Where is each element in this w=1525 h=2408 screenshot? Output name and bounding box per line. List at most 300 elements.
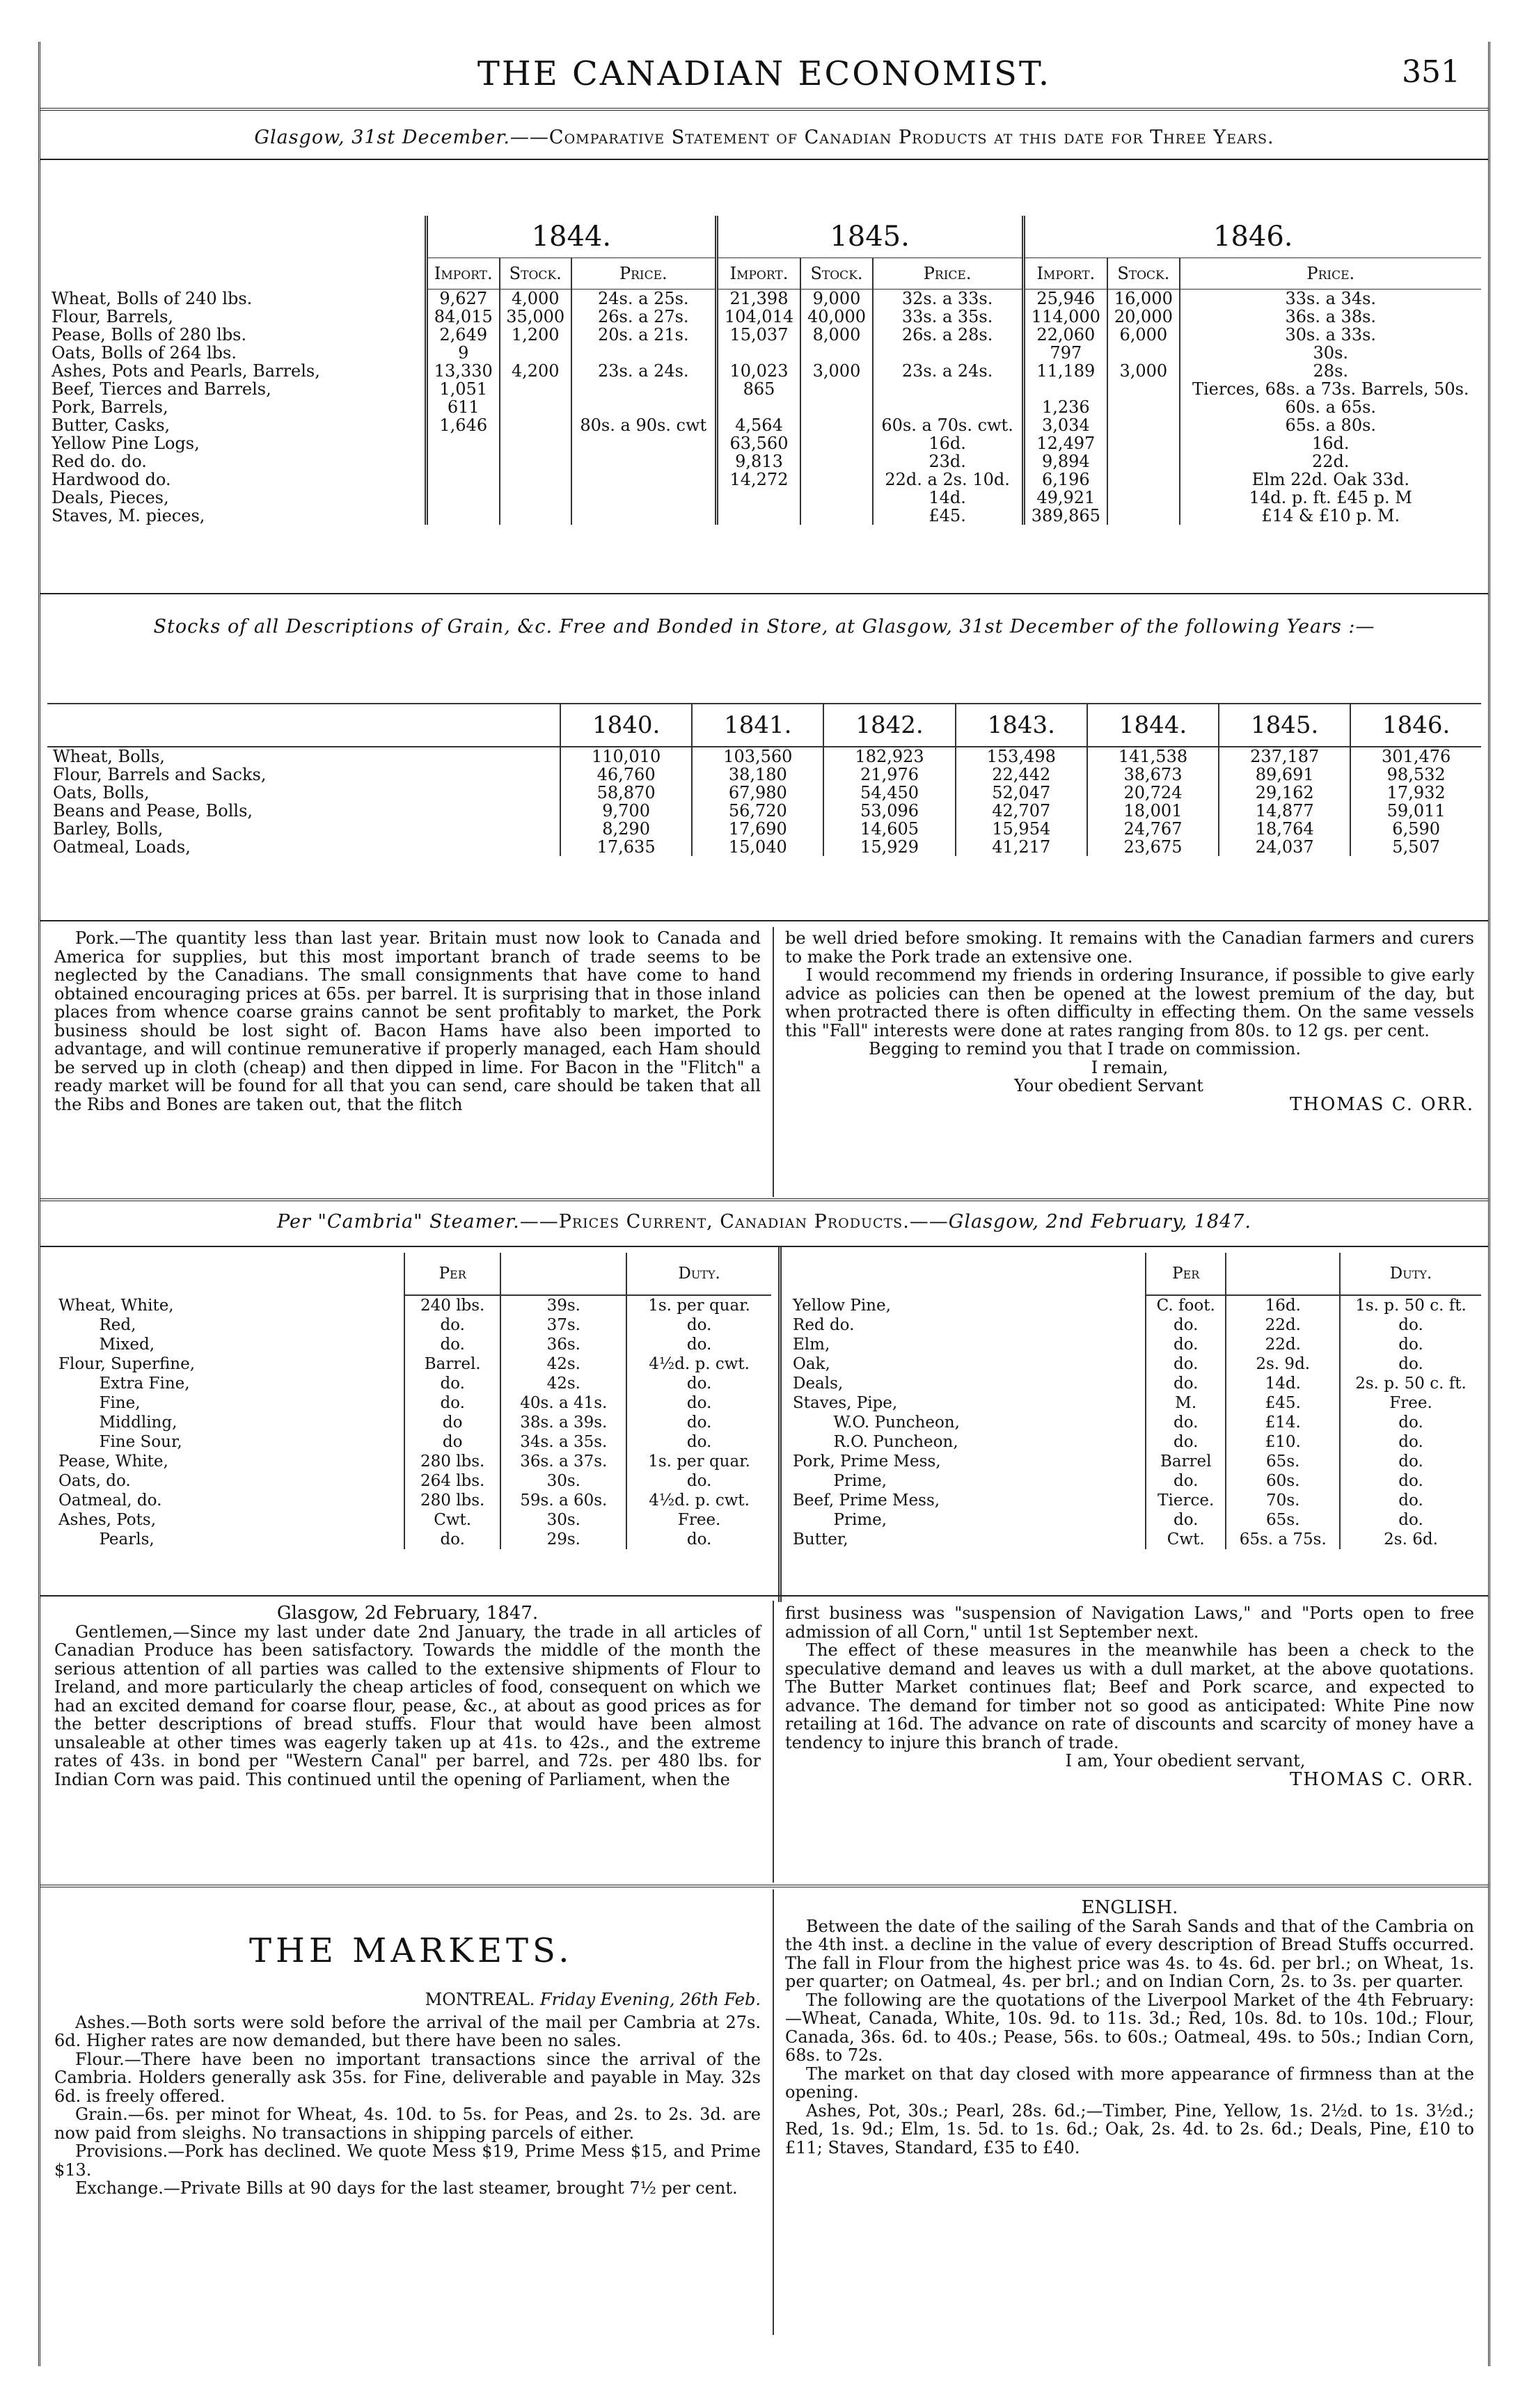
table-row (54, 1295, 771, 1315)
product-label: Prime, (793, 1511, 887, 1529)
table-cell: M. (1146, 1393, 1226, 1413)
table-cell: 41,217 (956, 838, 1087, 856)
table-cell: 10,023 (716, 362, 800, 380)
table-cell: 3,034 (1023, 416, 1107, 434)
table-row (54, 1471, 771, 1491)
table-cell: Barrel. (404, 1354, 500, 1374)
table-cell (500, 452, 571, 470)
table-cell: do. (1340, 1432, 1481, 1452)
table-cell: 1,646 (427, 416, 500, 434)
montreal-dateline (54, 1990, 761, 2009)
table-cell: do. (404, 1374, 500, 1393)
table-cell: 40,000 (800, 308, 872, 326)
table-cell: 1,200 (500, 326, 571, 344)
table-row (54, 1354, 771, 1374)
table-cell: £10. (1226, 1432, 1340, 1452)
table-cell: 38,180 (692, 766, 823, 784)
table-cell: 36s. (500, 1335, 626, 1354)
table-cell: 23s. a 24s. (571, 362, 716, 380)
table-cell: 15,037 (716, 326, 800, 344)
table-cell (427, 489, 500, 507)
provisions-paragraph: Provisions.—Pork has declined. We quote Mess $19, Prime Mess $15, and Prime $13. (54, 2141, 761, 2180)
table-cell: 15,040 (692, 838, 823, 856)
table-cell: 26s. a 28s. (873, 326, 1023, 344)
table-cell: 56,720 (692, 802, 823, 820)
grain-stocks-table (47, 703, 1481, 856)
table-cell: 5,507 (1350, 838, 1481, 856)
table-cell: 12,497 (1023, 434, 1107, 452)
table-cell: 22,442 (956, 766, 1087, 784)
pork-paragraph: Pork.—The quantity less than last year. Britain must now look to Canada and America for supplies, but this most important branch of trade seems to be neglected by the Canadians. The small consignments that have come to hand obtained encouraging prices at 65s. per barrel. It is surprising that in those inland places from whence coarse grains cannot be sent profitably to market, the Pork business should be lost sight of. Bacon Hams have also been imported to advantage, and will continue remunerative if properly managed, each Ham should be served up in cloth (cheap) and then dipped in lime. For Bacon in the "Flitch" a ready market will be found for all that you can send, care should be taken that all the Ribs and Bones are taken out, that the flitch (54, 928, 761, 1114)
table-cell: 29s. (500, 1530, 626, 1549)
caption-steamer: Per "Cambria" Steamer. (277, 1211, 520, 1233)
table-cell: Free. (626, 1510, 771, 1530)
table-cell: 3,000 (1107, 362, 1179, 380)
table-cell (500, 416, 571, 434)
column-header: Price. (571, 258, 716, 290)
exchange-paragraph: Exchange.—Private Bills at 90 days for the last steamer, brought 7½ per cent. (75, 2178, 738, 2198)
product-label: Oats, Bolls of 264 lbs. (52, 343, 237, 363)
table-row (47, 489, 1481, 507)
grain-paragraph: Grain.—6s. per minot for Wheat, 4s. 10d. to 5s. for Peas, and 2s. to 2s. 3d. are now paid from sleighs. No transactions in shipping parcels of either. (54, 2105, 761, 2143)
table-row (47, 802, 1481, 820)
table-row (789, 1393, 1481, 1413)
table-cell: do. (1146, 1315, 1226, 1335)
table-cell: 16d. (1226, 1295, 1340, 1315)
ashes-paragraph: Ashes.—Both sorts were sold before the arrival of the mail per Cambria at 27s. 6d. Higher rates are now demanded, but there have been no sales. (54, 2012, 761, 2050)
table-cell: 15,929 (823, 838, 955, 856)
table-cell: 2s. 9d. (1226, 1354, 1340, 1374)
year-header: 1846. (1023, 216, 1481, 258)
table-cell: 24,767 (1087, 820, 1219, 838)
table-cell: 9,700 (560, 802, 692, 820)
table-cell (1107, 398, 1179, 416)
table-cell: 2,649 (427, 326, 500, 344)
pork-continuation: be well dried before smoking. It remains with the Canadian farmers and curers to make the Pork trade an extensive one. (785, 928, 1474, 967)
table-cell: 24s. a 25s. (571, 290, 716, 308)
column-header: Stock. (1107, 258, 1179, 290)
table-row (789, 1315, 1481, 1335)
table-row (789, 1530, 1481, 1549)
table-cell (571, 470, 716, 489)
table-cell: £45. (1226, 1393, 1340, 1413)
table-cell: 9,894 (1023, 452, 1107, 470)
table-cell (571, 489, 716, 507)
grain-label: Oats, Bolls, (53, 783, 150, 802)
firmness-paragraph: The market on that day closed with more appearance of firmness than at the opening. (785, 2064, 1474, 2102)
pork-column-left (54, 929, 761, 1114)
product-label: Extra Fine, (58, 1375, 190, 1393)
liverpool-paragraph: The following are the quotations of the Liverpool Market of the 4th February:—Wheat, Canada, White, 10s. 9d. to 11s. 3d.; Red, 10s. 8d. to 10s. 10d.; Flour, Canada, 36s. 6d. to 40s.; Pease, 56s. to 60s.; Oatmeal, 49s. to 50s.; Indian Corn, 68s. to 72s. (785, 1990, 1474, 2065)
table-cell: 22d. (1226, 1315, 1340, 1335)
table-row (54, 1315, 771, 1335)
table-row (54, 1393, 771, 1413)
product-label: Fine, (58, 1394, 141, 1412)
year-header: 1841. (692, 704, 823, 747)
table-cell: 18,001 (1087, 802, 1219, 820)
table-cell (500, 489, 571, 507)
table-row (54, 1335, 771, 1354)
table-cell: 30s. (500, 1510, 626, 1530)
table-cell (800, 344, 872, 362)
table-row (47, 326, 1481, 344)
table-cell (500, 380, 571, 398)
closing: I am, Your obedient servant, (1065, 1751, 1306, 1771)
table-row (54, 1452, 771, 1471)
table-cell: 4,564 (716, 416, 800, 434)
product-label: Oats, do. (58, 1472, 131, 1490)
table-row (54, 1432, 771, 1452)
table-cell: 280 lbs. (404, 1452, 500, 1471)
table-cell: 22d. (1226, 1335, 1340, 1354)
product-label: Yellow Pine Logs, (52, 434, 200, 453)
table-cell: 14,877 (1219, 802, 1350, 820)
table-cell: Cwt. (404, 1510, 500, 1530)
table-cell: 37s. (500, 1315, 626, 1335)
table-cell: 4½d. p. cwt. (626, 1491, 771, 1510)
table-cell (1107, 344, 1179, 362)
product-label: Pearls, (58, 1530, 155, 1548)
grain-label: Wheat, Bolls, (53, 747, 165, 766)
table-cell: 797 (1023, 344, 1107, 362)
table-cell: 9,000 (800, 290, 872, 308)
table-cell: do. (626, 1432, 771, 1452)
product-label: Oak, (793, 1355, 830, 1373)
table-cell: 301,476 (1350, 747, 1481, 766)
table-row (789, 1354, 1481, 1374)
table-cell: 60s. (1226, 1471, 1340, 1491)
table-cell: 9,627 (427, 290, 500, 308)
table-cell (716, 489, 800, 507)
table-cell (873, 380, 1023, 398)
table-cell (571, 380, 716, 398)
table-cell: 15,954 (956, 820, 1087, 838)
table-cell: do. (626, 1335, 771, 1354)
table-cell: do. (1146, 1354, 1226, 1374)
table-cell: do. (1146, 1510, 1226, 1530)
table-row (54, 1510, 771, 1530)
table-cell: do. (1340, 1335, 1481, 1354)
table-cell: 1s. per quar. (626, 1295, 771, 1315)
table-cell: 17,932 (1350, 784, 1481, 802)
year-header: 1840. (560, 704, 692, 747)
table-cell: 280 lbs. (404, 1491, 500, 1510)
table-cell: 6,590 (1350, 820, 1481, 838)
table-row (54, 1530, 771, 1549)
table-cell: 22,060 (1023, 326, 1107, 344)
table-cell: 240 lbs. (404, 1295, 500, 1315)
table-cell (427, 470, 500, 489)
per-header: Per (404, 1253, 500, 1295)
product-label: Yellow Pine, (793, 1296, 891, 1315)
table-cell (500, 398, 571, 416)
table-cell: 8,000 (800, 326, 872, 344)
english-paragraph: Between the date of the sailing of the Sarah Sands and that of the Cambria on the 4th inst. a decline in the value of every description of Bread Stuffs occurred. The fall in Flour from the highest price was 4s. to 4s. 6d. per brl.; on Wheat, 1s. per quarter; on Oatmeal, 4s. per brl.; and on Indian Corn, 2s. to 3s. per quarter. (785, 1916, 1474, 1991)
table-row (789, 1510, 1481, 1530)
table-cell: 23s. a 24s. (873, 362, 1023, 380)
page-number: 351 (1402, 54, 1460, 90)
table-cell: 21,976 (823, 766, 955, 784)
product-label: Flour, Superfine, (58, 1355, 196, 1373)
table-cell: 4,000 (500, 290, 571, 308)
table-cell: 1s. per quar. (626, 1452, 771, 1471)
product-label: Ashes, Pots, (58, 1511, 157, 1529)
table-cell: 3,000 (800, 362, 872, 380)
table-cell (571, 344, 716, 362)
table-cell: do. (1146, 1335, 1226, 1354)
table-cell: 9 (427, 344, 500, 362)
product-label: Red do. do. (52, 452, 147, 471)
table-cell: 18,764 (1219, 820, 1350, 838)
product-label: Oatmeal, do. (58, 1491, 162, 1510)
table-cell (1107, 380, 1179, 398)
table-cell: 89,691 (1219, 766, 1350, 784)
grain-label: Flour, Barrels and Sacks, (53, 765, 267, 784)
product-label: Pork, Barrels, (52, 397, 168, 417)
table-cell: 237,187 (1219, 747, 1350, 766)
table-row (47, 470, 1481, 489)
product-label: Staves, M. pieces, (52, 506, 205, 525)
table-cell: 264 lbs. (404, 1471, 500, 1491)
table-cell: do. (626, 1374, 771, 1393)
table-cell: 16d. (873, 434, 1023, 452)
table-cell: 110,010 (560, 747, 692, 766)
table-cell: do. (626, 1413, 771, 1432)
table-row (789, 1432, 1481, 1452)
table-cell: 22d. a 2s. 10d. (873, 470, 1023, 489)
table-cell: 39s. (500, 1295, 626, 1315)
table-cell: 58,870 (560, 784, 692, 802)
table-cell: do. (1340, 1491, 1481, 1510)
table-cell: 30s. (1180, 344, 1481, 362)
table-cell: 24,037 (1219, 838, 1350, 856)
table-cell: 63,560 (716, 434, 800, 452)
table-cell: do (404, 1413, 500, 1432)
table-cell: C. foot. (1146, 1295, 1226, 1315)
table-cell: do. (626, 1315, 771, 1335)
product-label: Red, (58, 1316, 136, 1334)
table-cell: £45. (873, 507, 1023, 525)
table-cell (873, 398, 1023, 416)
table1-caption-place: Glasgow, 31st December. (254, 127, 510, 148)
table-row (47, 344, 1481, 362)
table-row (54, 1491, 771, 1510)
dateline: Glasgow, 2d February, 1847. (276, 1603, 539, 1624)
column-header: Import. (1023, 258, 1107, 290)
year-header: 1842. (823, 704, 955, 747)
table-row (789, 1335, 1481, 1354)
table-cell: Elm 22d. Oak 33d. (1180, 470, 1481, 489)
table-cell: Tierces, 68s. a 73s. Barrels, 50s. (1180, 380, 1481, 398)
prices-table-right (789, 1253, 1481, 1549)
table-cell: 13,330 (427, 362, 500, 380)
product-label: Pork, Prime Mess, (793, 1452, 941, 1471)
table-cell (716, 507, 800, 525)
table-cell (500, 434, 571, 452)
table-cell: 65s. a 75s. (1226, 1530, 1340, 1549)
table-cell: 20,724 (1087, 784, 1219, 802)
product-label: Fine Sour, (58, 1433, 182, 1451)
table-cell (1107, 507, 1179, 525)
table-cell: 14d. p. ft. £45 p. M (1180, 489, 1481, 507)
table-cell: 16,000 (1107, 290, 1179, 308)
table-cell: 35,000 (500, 308, 571, 326)
table-cell (800, 489, 872, 507)
table-cell: do. (404, 1530, 500, 1549)
duty-header: Duty. (626, 1253, 771, 1295)
table-cell: 36s. a 37s. (500, 1452, 626, 1471)
table-cell (571, 452, 716, 470)
feb-continuation: first business was "suspension of Navigation Laws," and "Ports open to free admission of all Corn," until 1st September next. (785, 1603, 1474, 1642)
table-cell: 153,498 (956, 747, 1087, 766)
english-heading: ENGLISH. (1081, 1897, 1178, 1918)
table-cell: 104,014 (716, 308, 800, 326)
signature: THOMAS C. ORR. (1289, 1768, 1474, 1790)
table-cell: do. (1146, 1471, 1226, 1491)
table-cell: do. (1340, 1452, 1481, 1471)
table-cell (571, 434, 716, 452)
table-cell: do. (1340, 1354, 1481, 1374)
table-cell: 28s. (1180, 362, 1481, 380)
product-label: Wheat, White, (58, 1296, 174, 1315)
table-cell: 182,923 (823, 747, 955, 766)
table-row (47, 434, 1481, 452)
table-cell: 80s. a 90s. cwt (571, 416, 716, 434)
table-cell: 1,236 (1023, 398, 1107, 416)
year-header: 1844. (1087, 704, 1219, 747)
table-cell (427, 434, 500, 452)
table-cell (800, 416, 872, 434)
table-row (789, 1413, 1481, 1432)
product-label: Flour, Barrels, (52, 307, 174, 326)
table-cell: 17,690 (692, 820, 823, 838)
table-cell: 84,015 (427, 308, 500, 326)
table-cell: 865 (716, 380, 800, 398)
table-cell (1107, 416, 1179, 434)
column-header: Stock. (500, 258, 571, 290)
table-cell: 26s. a 27s. (571, 308, 716, 326)
insurance-paragraph: I would recommend my friends in ordering Insurance, if possible to give early advice as policies can then be opened at the lowest premium of the day, but when protracted there is often difficulty in effecting them. On the same vessels this "Fall" interests were done at rates ranging from 80s. to 12 gs. per cent. (785, 965, 1474, 1040)
table-cell (500, 470, 571, 489)
table-cell: 49,921 (1023, 489, 1107, 507)
per-header: Per (1146, 1253, 1226, 1295)
product-label: Beef, Prime Mess, (793, 1491, 940, 1510)
product-label: Prime, (793, 1472, 887, 1490)
table-cell: 67,980 (692, 784, 823, 802)
table-cell: 20,000 (1107, 308, 1179, 326)
table-cell: do. (404, 1335, 500, 1354)
table-cell (1107, 434, 1179, 452)
comparative-statement-table (47, 216, 1481, 525)
table3-caption (40, 1211, 1488, 1233)
table-cell (800, 452, 872, 470)
table-cell: Cwt. (1146, 1530, 1226, 1549)
table-row (789, 1491, 1481, 1510)
table-row (47, 747, 1481, 766)
product-label: Deals, Pieces, (52, 488, 169, 507)
table-cell: 36s. a 38s. (1180, 308, 1481, 326)
product-label: Elm, (793, 1336, 830, 1354)
product-label: Pease, White, (58, 1452, 168, 1471)
table-cell: £14. (1226, 1413, 1340, 1432)
table-cell: 42,707 (956, 802, 1087, 820)
table-cell: do. (1146, 1432, 1226, 1452)
product-label: R.O. Puncheon, (793, 1433, 958, 1451)
table-cell: 59,011 (1350, 802, 1481, 820)
column-header: Price. (873, 258, 1023, 290)
table-cell: 103,560 (692, 747, 823, 766)
product-label: Pease, Bolls of 280 lbs. (52, 325, 247, 344)
product-label: W.O. Puncheon, (793, 1413, 960, 1432)
product-label: Middling, (58, 1413, 177, 1432)
table-cell (800, 470, 872, 489)
table-cell: 32s. a 33s. (873, 290, 1023, 308)
product-label: Staves, Pipe, (793, 1394, 898, 1412)
table-cell: 611 (427, 398, 500, 416)
table-cell: do. (404, 1315, 500, 1335)
table2-caption: Stocks of all Descriptions of Grain, &c. Free and Bonded in Store, at Glasgow, 31st December of the following Years :— (153, 616, 1375, 637)
table-row (54, 1374, 771, 1393)
table-row (47, 838, 1481, 856)
table-cell: 38s. a 39s. (500, 1413, 626, 1432)
table-cell (1107, 470, 1179, 489)
table-cell: 2s. 6d. (1340, 1530, 1481, 1549)
table-row (54, 1413, 771, 1432)
table-cell: 42s. (500, 1354, 626, 1374)
table-cell: 40s. a 41s. (500, 1393, 626, 1413)
closing-remain: I remain, (1091, 1057, 1169, 1077)
table-cell: 25,946 (1023, 290, 1107, 308)
product-label: Red do. (793, 1316, 855, 1334)
feb-column-right (785, 1604, 1474, 1789)
feb-paragraph: Gentlemen,—Since my last under date 2nd January, the trade in all articles of Canadian Produce has been satisfactory. Towards the middle of the month the serious attention of all parties was called to the extensive shipments of Flour to Ireland, and more particularly the cheap articles of food, consequent on which we had an excited demand for coarse flour, pease, &c., at about as good prices as for the better descriptions of bread stuffs. Flour that would have been almost unsaleable at other times was eagerly taken up at 41s. to 42s., and the extreme rates of 43s. in bond per "Western Canal" per barrel, and 72s. per 480 lbs. for Indian Corn was paid. This continued until the opening of Parliament, when the (54, 1622, 761, 1789)
table-cell: 54,450 (823, 784, 955, 802)
table-cell: 2s. p. 50 c. ft. (1340, 1374, 1481, 1393)
table-cell: 23,675 (1087, 838, 1219, 856)
table-cell: 17,635 (560, 838, 692, 856)
table-cell: 4½d. p. cwt. (626, 1354, 771, 1374)
ashes-timber-paragraph: Ashes, Pot, 30s.; Pearl, 28s. 6d.;—Timber, Pine, Yellow, 1s. 2½d. to 1s. 3½d.; Red, 1s. 9d.; Elm, 1s. 5d. to 1s. 6d.; Oak, 2s. 4d. to 2s. 6d.; Deals, Pine, £10 to £11; Staves, Standard, £35 to £40. (785, 2100, 1474, 2157)
table-cell: 16d. (1180, 434, 1481, 452)
table-cell: do. (1340, 1413, 1481, 1432)
year-header: 1846. (1350, 704, 1481, 747)
montreal-date: Friday Evening, 26th Feb. (540, 1990, 761, 2009)
column-header: Price. (1180, 258, 1481, 290)
product-label: Beef, Tierces and Barrels, (52, 379, 271, 399)
table-cell (1023, 380, 1107, 398)
table1-caption-rest: ——Comparative Statement of Canadian Products at this date for Three Years. (509, 127, 1274, 148)
table-cell: 14d. (1226, 1374, 1340, 1393)
table-cell: 1,051 (427, 380, 500, 398)
table-cell (716, 344, 800, 362)
table-row (47, 452, 1481, 470)
product-label: Mixed, (58, 1336, 155, 1354)
table-cell: 46,760 (560, 766, 692, 784)
table-cell: 8,290 (560, 820, 692, 838)
table-cell: do. (1340, 1510, 1481, 1530)
table-cell: do. (626, 1471, 771, 1491)
year-header: 1845. (1219, 704, 1350, 747)
table-cell: 98,532 (1350, 766, 1481, 784)
table-row (47, 507, 1481, 525)
table-cell: 6,000 (1107, 326, 1179, 344)
table-cell: 42s. (500, 1374, 626, 1393)
table-cell: 14d. (873, 489, 1023, 507)
english-column (785, 1899, 1474, 2157)
table-cell: 21,398 (716, 290, 800, 308)
feb-column-left (54, 1604, 761, 1789)
montreal-column (54, 1990, 761, 2198)
